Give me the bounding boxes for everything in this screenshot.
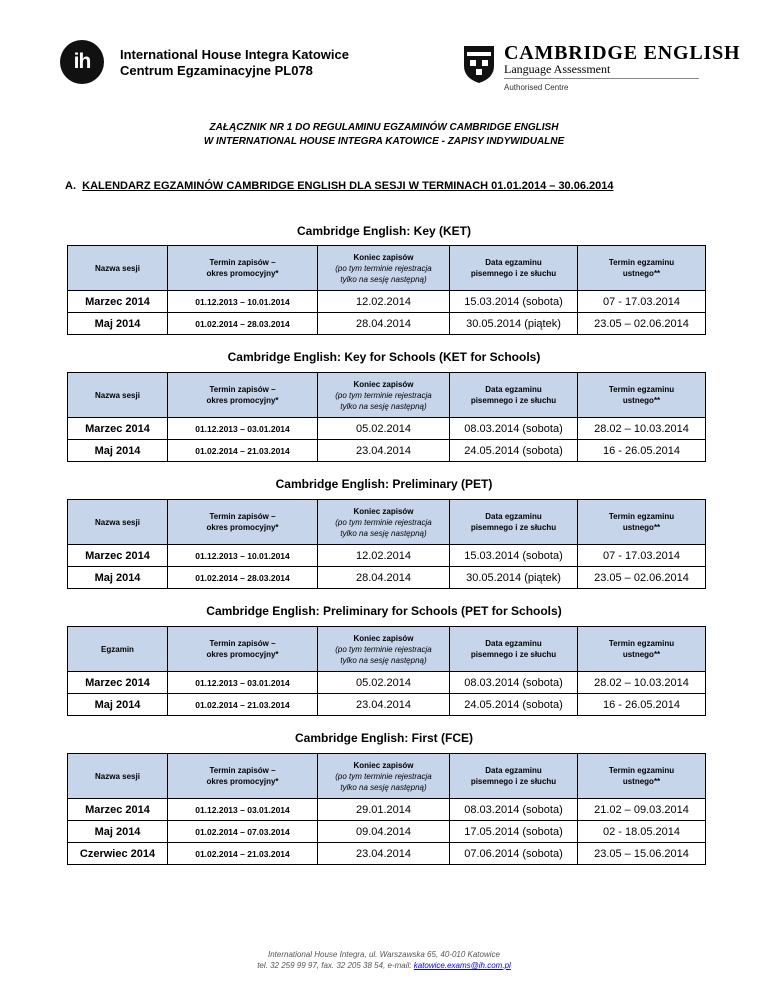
header-oral-date: [578, 246, 706, 291]
table-header-row: [68, 500, 706, 545]
cell-session: Maj 2014: [68, 821, 168, 843]
cell-session: Czerwiec 2014: [68, 843, 168, 865]
header-registration-end-text: tylko na sesję następną): [340, 528, 427, 538]
header-session: [68, 500, 168, 545]
cell-registration-period: 01.12.2013 – 03.01.2014: [168, 799, 318, 821]
cell-oral-dates: 28.02 – 10.03.2014: [578, 672, 706, 694]
cell-registration-end: 23.04.2014: [318, 843, 450, 865]
exam-table-title: Cambridge English: Preliminary (PET): [275, 477, 493, 491]
cell-written-date: 08.03.2014 (sobota): [450, 799, 578, 821]
header-written-date-text: pisemnego i ze słuchu: [470, 777, 557, 786]
cell-session: Maj 2014: [68, 313, 168, 335]
header-written-date-text: Data egzaminu: [485, 512, 542, 521]
annex-line-2: W INTERNATIONAL HOUSE INTEGRA KATOWICE - ZAPISY INDYWIDUALNE: [203, 136, 565, 147]
header-session: [68, 754, 168, 799]
cell-registration-end: 09.04.2014: [318, 821, 450, 843]
cell-oral-dates: 23.05 – 02.06.2014: [578, 313, 706, 335]
header-session-text: Nazwa sesji: [95, 390, 140, 400]
table-row: [68, 672, 706, 694]
exam-table: [67, 245, 706, 335]
header-registration-end: [318, 754, 450, 799]
header-oral-date-text: ustnego**: [622, 777, 661, 786]
table-row: [68, 567, 706, 589]
cell-oral-dates: 23.05 – 02.06.2014: [578, 567, 706, 589]
header-registration-end-text: (po tym terminie rejestracja: [335, 644, 432, 654]
header-oral-date: [578, 627, 706, 672]
cell-session: Maj 2014: [68, 567, 168, 589]
cell-registration-period: 01.12.2013 – 10.01.2014: [168, 291, 318, 313]
cell-session: Marzec 2014: [68, 291, 168, 313]
header-oral-date-text: ustnego**: [622, 396, 661, 405]
section-title: KALENDARZ EGZAMINÓW CAMBRIDGE ENGLISH DLA SESJI W TERMINACH 01.01.2014 – 30.06.2014: [82, 180, 614, 192]
cell-registration-period: 01.02.2014 – 07.03.2014: [168, 821, 318, 843]
exam-table-title: Cambridge English: First (FCE): [294, 731, 473, 745]
header-registration: [168, 500, 318, 545]
table-header-row: [68, 373, 706, 418]
header-registration: [168, 246, 318, 291]
cell-session: Marzec 2014: [68, 545, 168, 567]
header-written-date-text: pisemnego i ze słuchu: [470, 269, 557, 278]
cell-registration-end: 28.04.2014: [318, 567, 450, 589]
table-row: [68, 843, 706, 865]
header-oral-date: [578, 754, 706, 799]
header-written-date-text: pisemnego i ze słuchu: [470, 396, 557, 405]
exam-table: [67, 372, 706, 462]
header-written-date-text: Data egzaminu: [485, 385, 542, 394]
footer-email-link[interactable]: katowice.exams@ih.com.pl: [413, 961, 511, 970]
table-row: [68, 694, 706, 716]
cell-written-date: 24.05.2014 (sobota): [450, 440, 578, 462]
exam-table-title: Cambridge English: Key (KET): [296, 224, 472, 238]
cell-registration-period: 01.02.2014 – 21.03.2014: [168, 694, 318, 716]
header-oral-date-text: Termin egzaminu: [608, 258, 675, 267]
cell-written-date: 15.03.2014 (sobota): [450, 545, 578, 567]
cell-registration-end: 29.01.2014: [318, 799, 450, 821]
header-session: [68, 373, 168, 418]
header-registration-text: Termin zapisów –: [209, 258, 276, 267]
header-written-date-text: Data egzaminu: [485, 639, 542, 648]
header-oral-date-text: ustnego**: [622, 269, 661, 278]
org-line-2: Centrum Egzaminacyjne PL078: [120, 63, 313, 78]
footer-phone-fax: tel. 32 259 99 97, fax. 32 205 38 54, e-mail:: [257, 961, 414, 970]
annex-line-1: ZAŁĄCZNIK NR 1 DO REGULAMINU EGZAMINÓW CAMBRIDGE ENGLISH: [209, 122, 559, 133]
cell-written-date: 30.05.2014 (piątek): [450, 313, 578, 335]
table-row: [68, 291, 706, 313]
cell-oral-dates: 23.05 – 15.06.2014: [578, 843, 706, 865]
header-registration-end: [318, 373, 450, 418]
section-letter: A.: [65, 180, 76, 192]
header-written-date: [450, 246, 578, 291]
header-registration-end-text: (po tym terminie rejestracja: [335, 390, 432, 400]
cell-oral-dates: 21.02 – 09.03.2014: [578, 799, 706, 821]
header-written-date-text: Data egzaminu: [485, 258, 542, 267]
header-written-date: [450, 754, 578, 799]
table-row: [68, 313, 706, 335]
cell-registration-end: 12.02.2014: [318, 545, 450, 567]
header-written-date-text: pisemnego i ze słuchu: [470, 650, 557, 659]
cell-written-date: 24.05.2014 (sobota): [450, 694, 578, 716]
header-registration-end-text: Koniec zapisów: [353, 252, 414, 262]
cell-session: Marzec 2014: [68, 418, 168, 440]
organization-name: [120, 47, 349, 79]
cell-registration-end: 12.02.2014: [318, 291, 450, 313]
cell-written-date: 08.03.2014 (sobota): [450, 418, 578, 440]
org-line-1: International House Integra Katowice: [120, 47, 349, 62]
header-session-text: Nazwa sesji: [95, 263, 140, 273]
header-written-date: [450, 373, 578, 418]
cell-written-date: 30.05.2014 (piątek): [450, 567, 578, 589]
footer-contact: [0, 960, 768, 971]
exam-table-title: Cambridge English: Preliminary for Schools (PET for Schools): [206, 604, 562, 618]
annex-title: [0, 121, 768, 149]
table-row: [68, 418, 706, 440]
header-registration-text: Termin zapisów –: [209, 639, 276, 648]
header-registration-text: okres promocyjny*: [206, 777, 279, 786]
cell-registration-end: 23.04.2014: [318, 694, 450, 716]
header-registration-end-text: (po tym terminie rejestracja: [335, 517, 432, 527]
table-row: [68, 545, 706, 567]
cell-registration-period: 01.02.2014 – 21.03.2014: [168, 440, 318, 462]
table-row: [68, 821, 706, 843]
cell-registration-period: 01.02.2014 – 28.03.2014: [168, 313, 318, 335]
exam-table: [67, 626, 706, 716]
cell-written-date: 07.06.2014 (sobota): [450, 843, 578, 865]
exam-table-title: Cambridge English: Key for Schools (KET for Schools): [227, 350, 541, 364]
cell-registration-end: 28.04.2014: [318, 313, 450, 335]
header-registration-end-text: Koniec zapisów: [353, 379, 414, 389]
footer-address: International House Integra, ul. Warszawska 65, 40-010 Katowice: [268, 950, 500, 959]
header-oral-date-text: Termin egzaminu: [608, 512, 675, 521]
header-registration-end-text: Koniec zapisów: [353, 633, 414, 643]
cell-registration-period: 01.12.2013 – 03.01.2014: [168, 672, 318, 694]
header-registration-text: okres promocyjny*: [206, 523, 279, 532]
cell-written-date: 15.03.2014 (sobota): [450, 291, 578, 313]
cell-session: Marzec 2014: [68, 799, 168, 821]
header-registration-end: [318, 246, 450, 291]
header-registration-end: [318, 500, 450, 545]
header-registration: [168, 373, 318, 418]
header-registration-end-text: Koniec zapisów: [353, 506, 414, 516]
cambridge-crest-icon: [462, 44, 496, 84]
header-oral-date: [578, 373, 706, 418]
table-row: [68, 440, 706, 462]
table-header-row: [68, 246, 706, 291]
header-session-text: Egzamin: [101, 644, 134, 654]
cell-registration-end: 23.04.2014: [318, 440, 450, 462]
header-registration-text: Termin zapisów –: [209, 766, 276, 775]
header-oral-date-text: ustnego**: [622, 650, 661, 659]
header-session: [68, 627, 168, 672]
cell-registration-period: 01.02.2014 – 28.03.2014: [168, 567, 318, 589]
header-oral-date-text: Termin egzaminu: [608, 766, 675, 775]
header-session: [68, 246, 168, 291]
header-written-date: [450, 627, 578, 672]
header-registration-end-text: (po tym terminie rejestracja: [335, 771, 432, 781]
cell-session: Marzec 2014: [68, 672, 168, 694]
header-registration-end: [318, 627, 450, 672]
header-session-text: Nazwa sesji: [95, 771, 140, 781]
cell-oral-dates: 16 - 26.05.2014: [578, 694, 706, 716]
cell-written-date: 08.03.2014 (sobota): [450, 672, 578, 694]
header-registration-text: Termin zapisów –: [209, 385, 276, 394]
header-registration-end-text: tylko na sesję następną): [340, 782, 427, 792]
cell-registration-end: 05.02.2014: [318, 418, 450, 440]
cell-written-date: 17.05.2014 (sobota): [450, 821, 578, 843]
cell-registration-end: 05.02.2014: [318, 672, 450, 694]
cell-registration-period: 01.02.2014 – 21.03.2014: [168, 843, 318, 865]
header-written-date-text: pisemnego i ze słuchu: [470, 523, 557, 532]
cell-registration-period: 01.12.2013 – 10.01.2014: [168, 545, 318, 567]
authorised-centre-label: Authorised Centre: [504, 83, 569, 92]
header-registration-end-text: tylko na sesję następną): [340, 274, 427, 284]
cell-oral-dates: 07 - 17.03.2014: [578, 545, 706, 567]
cell-oral-dates: 02 - 18.05.2014: [578, 821, 706, 843]
header-written-date-text: Data egzaminu: [485, 766, 542, 775]
cambridge-english-title: CAMBRIDGE ENGLISH: [504, 42, 741, 64]
header-registration: [168, 627, 318, 672]
cambridge-divider: [504, 78, 699, 79]
cell-oral-dates: 16 - 26.05.2014: [578, 440, 706, 462]
header-registration-text: okres promocyjny*: [206, 396, 279, 405]
table-row: [68, 799, 706, 821]
header-registration-end-text: tylko na sesję następną): [340, 655, 427, 665]
cell-session: Maj 2014: [68, 440, 168, 462]
header-oral-date: [578, 500, 706, 545]
header-registration-end-text: tylko na sesję następną): [340, 401, 427, 411]
header-session-text: Nazwa sesji: [95, 517, 140, 527]
header-oral-date-text: Termin egzaminu: [608, 385, 675, 394]
header-registration-text: Termin zapisów –: [209, 512, 276, 521]
cell-session: Maj 2014: [68, 694, 168, 716]
header-registration: [168, 754, 318, 799]
footer: [0, 949, 768, 971]
exam-table: [67, 753, 706, 865]
header-registration-text: okres promocyjny*: [206, 269, 279, 278]
cell-registration-period: 01.12.2013 – 03.01.2014: [168, 418, 318, 440]
cell-oral-dates: 28.02 – 10.03.2014: [578, 418, 706, 440]
header-oral-date-text: ustnego**: [622, 523, 661, 532]
table-header-row: [68, 627, 706, 672]
cell-oral-dates: 07 - 17.03.2014: [578, 291, 706, 313]
header-oral-date-text: Termin egzaminu: [608, 639, 675, 648]
header-registration-text: okres promocyjny*: [206, 650, 279, 659]
table-header-row: [68, 754, 706, 799]
header-written-date: [450, 500, 578, 545]
header-registration-end-text: (po tym terminie rejestracja: [335, 263, 432, 273]
exam-table: [67, 499, 706, 589]
cambridge-subtitle: Language Assessment: [504, 62, 611, 76]
section-heading: [65, 180, 614, 192]
ih-logo: ih: [60, 40, 104, 84]
header-registration-end-text: Koniec zapisów: [353, 760, 414, 770]
